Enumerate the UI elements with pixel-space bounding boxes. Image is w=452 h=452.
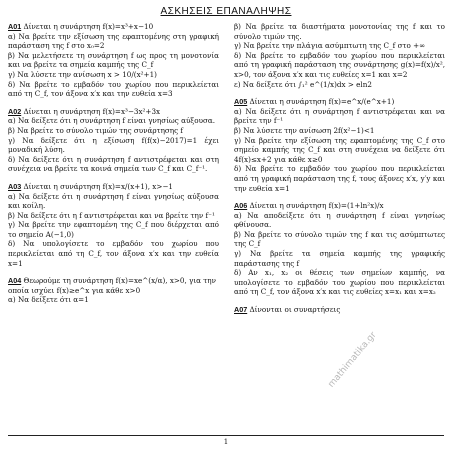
exercise-a03 [8, 182, 219, 268]
page-title: ΑΣΚΗΣΕΙΣ ΕΠΑΝΑΛΗΨΗΣ [160, 6, 292, 17]
left-column [8, 22, 219, 310]
exercise-a02 [8, 107, 219, 174]
exercise-item: γ) Να βρείτε την εξίσωση της εφαπτομένης της C_f στο σημείο καμπής της C_f και στη συνέχεια να δείξετε ότι 4f(x)≤x+2 για κάθε x≥0 [234, 135, 445, 164]
exercise-intro: Δίνεται η συνάρτηση f(x)=x³+x−10 [23, 22, 154, 31]
exercise-item: β) Να δείξετε ότι η f αντιστρέφεται και να βρείτε την f⁻¹ [8, 210, 215, 220]
exercise-intro: Δίνονται οι συναρτήσεις [249, 305, 341, 315]
exercise-a05 [234, 97, 445, 193]
exercise-a04 [8, 276, 219, 305]
exercise-a07 [234, 305, 445, 315]
exercise-item: β) Να βρείτε το σύνολο τιμών της f και τις ασύμπτωτες της C_f [234, 229, 445, 249]
exercise-item: δ) Να δείξετε ότι η συνάρτηση f αντιστρέφεται και στη συνέχεια να βρείτε τα κοινά σημεία των C_f και C_f⁻¹. [8, 154, 219, 174]
exercise-header [8, 107, 219, 117]
exercise-item: δ) Να βρείτε το εμβαδόν του χωρίου που περικλείεται από τη γραφική παράσταση της συνάρτησης g(x)=f(x)/x², x>0, τον άξονα x′x και τις ευθείες x=1 και x=2 [234, 50, 445, 79]
exercise-label: Α02 [8, 106, 22, 116]
exercise-item: γ) Να βρείτε την εφαπτομένη της C_f που διέρχεται από το σημείο Α(−1,0) [8, 220, 219, 239]
right-column [234, 22, 445, 320]
exercise-intro: Δίνεται η συνάρτηση f(x)=(1+ln²x)/x [249, 201, 384, 211]
exercise-label: Α05 [234, 97, 248, 107]
exercise-item: α) Να δείξετε ότι η συνάρτηση f είναι γνησίως αύξουσα. [8, 116, 216, 126]
watermark: mathimatika.gr [326, 330, 379, 390]
exercise-item: α) Να αποδείξετε ότι η συνάρτηση f είναι γνησίως φθίνουσα. [234, 210, 445, 230]
exercise-item: δ) Να υπολογίσετε το εμβαδόν του χωρίου που περικλείεται από τη C_f, τον άξονα x′x και την ευθεία x=1 [8, 239, 219, 268]
exercise-item: γ) Να βρείτε τα σημεία καμπής της γραφικής παράστασης της f [234, 249, 445, 268]
exercise-header [234, 201, 445, 211]
exercise-header [8, 276, 219, 295]
exercise-item: β) Να βρείτε τα διαστήματα μονοτονίας της f και το σύνολο τιμών της. [234, 22, 445, 41]
footer-rule [8, 435, 444, 436]
exercise-item: δ) Να βρείτε το εμβαδόν του χωρίου που περικλείεται από τη γραφική παράσταση της f, τους άξονες x′x, y′y και την ευθεία x=1 [234, 164, 445, 193]
exercise-header [234, 97, 445, 107]
exercise-intro: Δίνεται η συνάρτηση f(x)=x³−3x²+3x [23, 106, 161, 116]
exercise-label: Α07 [234, 305, 248, 315]
exercise-intro: Δίνεται η συνάρτηση f(x)=e^x/(e^x+1) [249, 97, 395, 107]
exercise-label: Α04 [8, 276, 22, 286]
exercise-label: Α03 [8, 181, 22, 191]
exercise-item: α) Να δείξετε ότι α=1 [8, 295, 89, 305]
exercise-item: γ) Να βρείτε την πλάγια ασύμπτωτη της C_f στο +∞ [234, 41, 426, 51]
exercise-item: ε) Να δείξετε ότι ∫₁² e^(1/x)dx > eln2 [234, 79, 372, 89]
exercise-header [8, 182, 219, 192]
exercise-label: Α06 [234, 201, 248, 211]
exercise-a01 [8, 22, 219, 99]
exercise-item: δ) Αν x₁, x₂ οι θέσεις των σημείων καμπής, να υπολογίσετε το εμβαδόν του χωρίου που περικλείεται από τη C_f, τον άξονα x′x και τις ευθείες x=x₁ και x=x₂ [234, 268, 445, 297]
exercise-item: β) Να μελετήσετε τη συνάρτηση f ως προς τη μονοτονία και να βρείτε τα σημεία καμπής της C_f [8, 50, 219, 70]
exercise-label: Α01 [8, 22, 22, 31]
exercise-header [234, 305, 445, 315]
exercise-item: β) Να βρείτε το σύνολο τιμών της συνάρτησης f [8, 125, 184, 135]
exercise-header [8, 22, 219, 32]
exercise-item: δ) Να βρείτε το εμβαδόν του χωρίου που περικλείεται από τη C_f, τον άξονα x′x και την ευθεία x=3 [8, 79, 219, 99]
exercise-a04-continued [234, 22, 445, 89]
exercise-intro: Δίνεται η συνάρτηση f(x)=x/(x+1), x>−1 [23, 181, 173, 191]
exercise-intro: Θεωρούμε τη συνάρτηση f(x)=xe^(x/α), x>0, για την οποία ισχύει f(x)≥e^x για κάθε x>0 [8, 276, 216, 295]
exercise-item: γ) Να δείξετε ότι η εξίσωση f(f(x)−2017)=1 έχει μοναδική λύση. [8, 135, 219, 155]
exercise-item: α) Να βρείτε την εξίσωση της εφαπτομένης στη γραφική παράσταση της f στο x₀=2 [8, 31, 219, 51]
exercise-item: α) Να δείξετε ότι η συνάρτηση f αντιστρέφεται και να βρείτε την f⁻¹ [234, 106, 445, 126]
exercise-item: β) Να λύσετε την ανίσωση 2f(x²−1)<1 [234, 125, 375, 135]
exercise-a06 [234, 201, 445, 297]
exercise-item: α) Να δείξετε ότι η συνάρτηση f είναι γνησίως αύξουσα και κοίλη. [8, 191, 219, 211]
page-number: 1 [223, 438, 229, 446]
exercise-item: γ) Να λύσετε την ανίσωση x > 10/(x²+1) [8, 69, 157, 79]
